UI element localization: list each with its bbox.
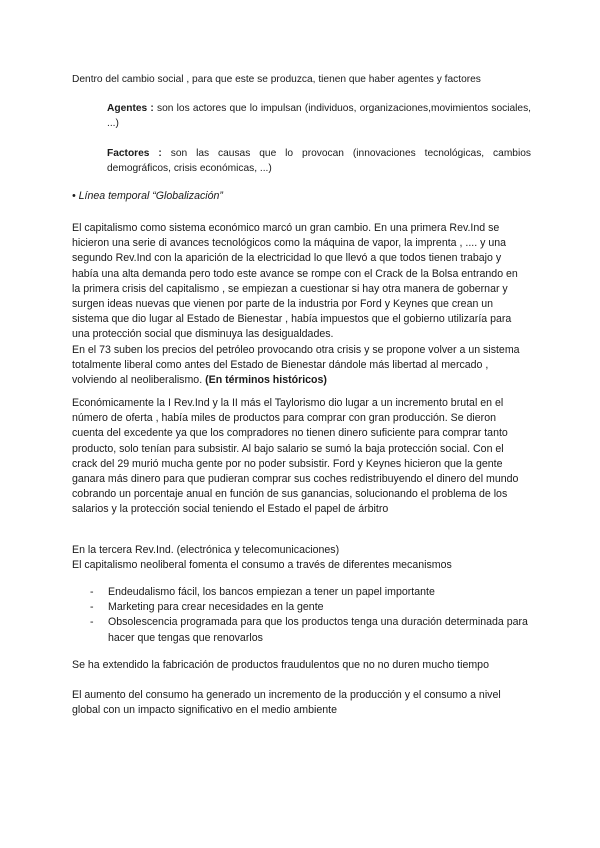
neoliberal-consumption-text: El capitalismo neoliberal fomenta el consumo a través de diferentes mecanismos xyxy=(72,559,452,572)
dash-marker: - xyxy=(90,601,94,614)
definition-term: Factores : xyxy=(107,148,162,159)
third-revolution-section xyxy=(72,543,528,573)
paragraph-oil-crisis-text: En el 73 suben los precios del petróleo provocando otra crisis y se propone volver a un sistema totalmente liberal como antes del Estado de Bienestar dándole más libertad al mercado , volviendo al neoliberalismo. xyxy=(72,343,520,387)
definition-text: son los actores que lo impulsan (individuos, organizaciones,movimientos sociales, ...) xyxy=(107,103,532,129)
mechanism-list xyxy=(90,585,530,646)
timeline-heading xyxy=(72,189,528,204)
timeline-heading-text: Línea temporal “Globalización” xyxy=(75,190,223,202)
paragraph-economics: Económicamente la I Rev.Ind y la II más el Taylorismo dio lugar a un incremento brutal en el número de oferta , había miles de productos para comprar con gran producción. Se dieron cuenta del excedente ya que los compradores no tienen dinero suficiente para comprar tanto producto, solo tenían para subsistir. Al bajo salario se sumó la baja protección social. Con el crack del 29 murió mucha gente por no poder subsistir. Ford y Keynes hicieron que la gente ganara más dinero para que pudieran comprar sus coches redistribuyendo el dinero del mundo cobrando un porcentaje anual en función de sus ganancias, solucionando el problema de los salarios y la protección social teniendo el Estado el papel de árbitro xyxy=(72,397,519,516)
list-item xyxy=(90,585,530,600)
list-item xyxy=(90,600,530,615)
paragraph-capitalism xyxy=(72,221,528,388)
list-item-text: Endeudalismo fácil, los bancos empiezan a tener un papel importante xyxy=(108,586,435,598)
definition-term: Agentes : xyxy=(107,103,154,114)
definition-text: son las causas que lo provocan (innovaciones tecnológicas, cambios demográficos, crisis económicas, ...) xyxy=(107,148,531,174)
environmental-impact-text: El aumento del consumo ha generado un incremento de la producción y el consumo a nivel global con un impacto significativo en el medio ambiente xyxy=(72,689,501,717)
paragraph-capitalism-text: El capitalismo como sistema económico marcó un gran cambio. En una primera Rev.Ind se hicieron una serie di avances tecnológicos como la máquina de vapor, la imprenta , .... y una segundo Rev.Ind con la aparición de la electricidad lo que llevó a que todos tienen trabajo y había una alta demanda pero todo este avance se rompe con el Crack de la Bolsa entrando en la primera crisis del capitalismo , se empiezan a cuestionar si hay otra manera de gobernar y surgen ideas nuevas que vienen por parte de la industria por Ford y Keynes que crean un sistema que dio lugar al Estado de Bienestar , había impuestos que el gobierno utilizaría para una protección social que disminuya las desigualdades. xyxy=(72,222,518,341)
list-item-text: Marketing para crear necesidades en la gente xyxy=(108,601,324,614)
third-revolution-title: En la tercera Rev.Ind. (electrónica y telecomunicaciones) xyxy=(72,544,340,556)
historical-terms-label: (En términos históricos) xyxy=(205,374,327,387)
list-item-text: Obsolescencia programada para que los productos tenga una duración determinada para hacer que tengas que renovarlos xyxy=(108,616,528,644)
dash-marker: - xyxy=(90,586,94,598)
list-item xyxy=(90,615,530,645)
definition-agentes xyxy=(107,101,531,131)
definition-factores xyxy=(107,146,531,176)
intro-text: Dentro del cambio social , para que este se produzca, tienen que haber agentes y factores xyxy=(72,74,481,85)
fraud-products-text: Se ha extendido la fabricación de productos fraudulentos que no no duren mucho tiempo xyxy=(72,659,489,671)
dash-marker: - xyxy=(90,616,94,629)
bullet-marker: • xyxy=(72,190,76,202)
